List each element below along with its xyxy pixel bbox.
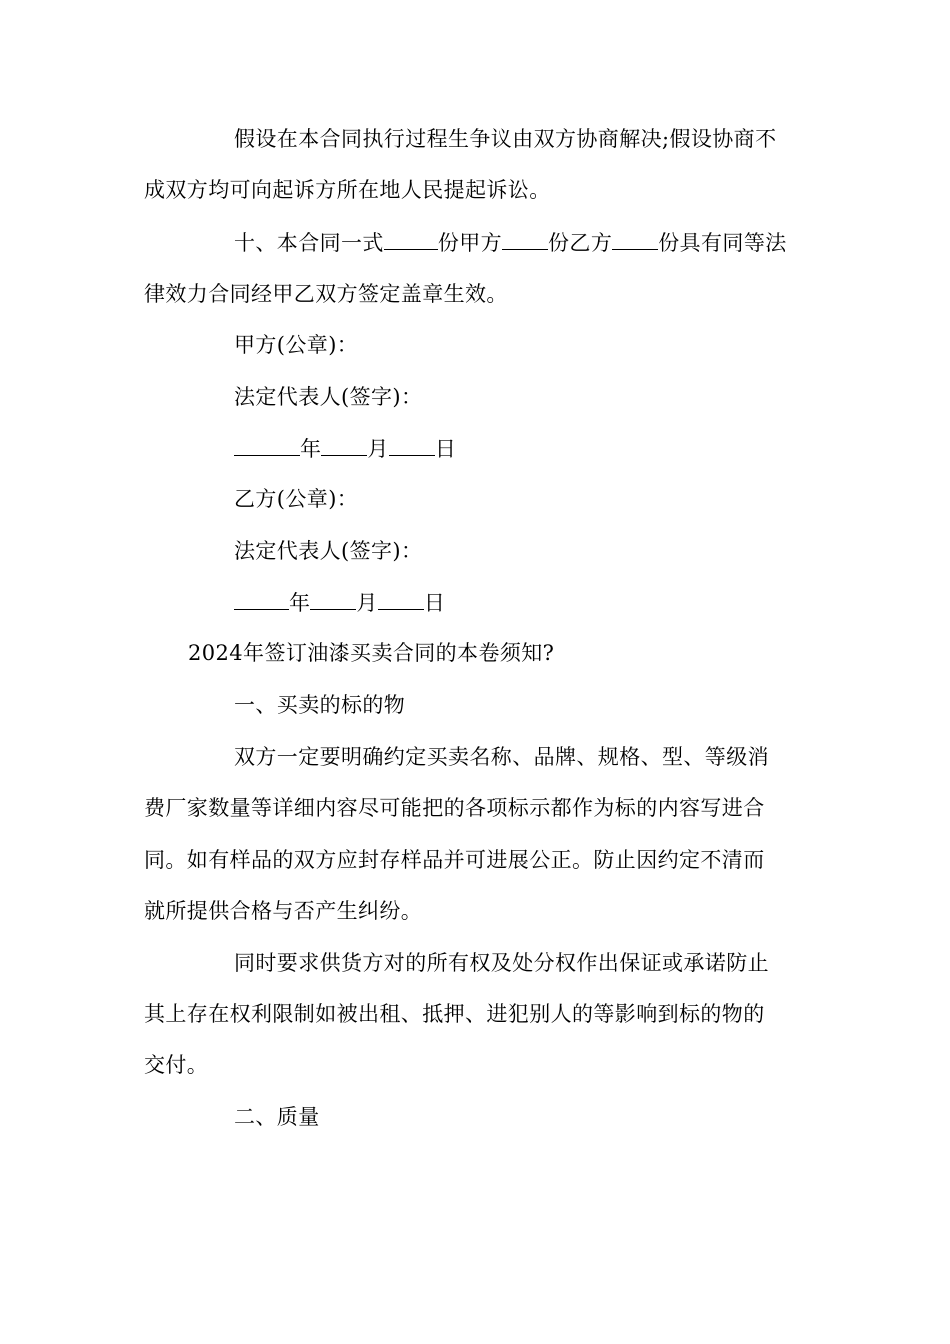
paragraph-line: 就所提供合格与否产生纠纷。	[144, 899, 423, 923]
paragraph-line: 同时要求供货方对的所有权及处分权作出保证或承诺防止	[234, 951, 769, 975]
year-label: 年	[300, 437, 322, 461]
day-blank	[389, 435, 435, 456]
year-blank	[234, 589, 289, 610]
paragraph-line: 费厂家数量等详细内容尽可能把的各项标示都作为标的内容写进合	[144, 796, 765, 820]
paragraph-line: 律效力合同经甲乙双方签定盖章生效。	[144, 282, 508, 306]
subsection-title: 一、买卖的标的物	[234, 693, 406, 717]
party-b-rep-label: 法定代表人(签字)：	[234, 539, 423, 563]
paragraph-line: 其上存在权利限制如被出租、抵押、进犯别人的等影响到标的物的	[144, 1002, 765, 1026]
month-label: 月	[367, 437, 389, 461]
clause-text: 份乙方	[548, 231, 613, 255]
year-blank	[234, 435, 300, 456]
paragraph-line: 假设在本合同执行过程生争议由双方协商解决;假设协商不	[234, 127, 777, 151]
month-label: 月	[356, 591, 378, 615]
year-label: 年	[289, 591, 311, 615]
party-a-date-line	[234, 435, 456, 462]
party-a-rep-label: 法定代表人(签字)：	[234, 385, 423, 409]
clause-text: 十、本合同一式	[234, 231, 384, 255]
paragraph-line: 交付。	[144, 1053, 209, 1077]
clause-ten-line	[234, 229, 787, 256]
day-label: 日	[434, 437, 457, 461]
day-label: 日	[423, 591, 446, 615]
party-b-date-line	[234, 589, 445, 616]
paragraph-line: 同。如有样品的双方应封存样品并可进展公正。防止因约定不清而	[144, 848, 765, 872]
section-heading: 2024年签订油漆买卖合同的本卷须知?	[188, 641, 555, 665]
clause-text: 份甲方	[437, 231, 503, 255]
clause-text: 份具有同等法	[658, 231, 787, 255]
fill-blank	[384, 229, 438, 250]
fill-blank	[612, 229, 658, 250]
fill-blank	[502, 229, 548, 250]
day-blank	[378, 589, 424, 610]
party-a-seal-label: 甲方(公章)：	[234, 333, 359, 357]
month-blank	[321, 435, 367, 456]
party-b-seal-label: 乙方(公章)：	[234, 487, 359, 511]
paragraph-line: 双方一定要明确约定买卖名称、品牌、规格、型、等级消	[234, 745, 769, 769]
subsection-title: 二、质量	[234, 1105, 320, 1129]
month-blank	[310, 589, 356, 610]
paragraph-line: 成双方均可向起诉方所在地人民提起诉讼。	[144, 178, 551, 202]
